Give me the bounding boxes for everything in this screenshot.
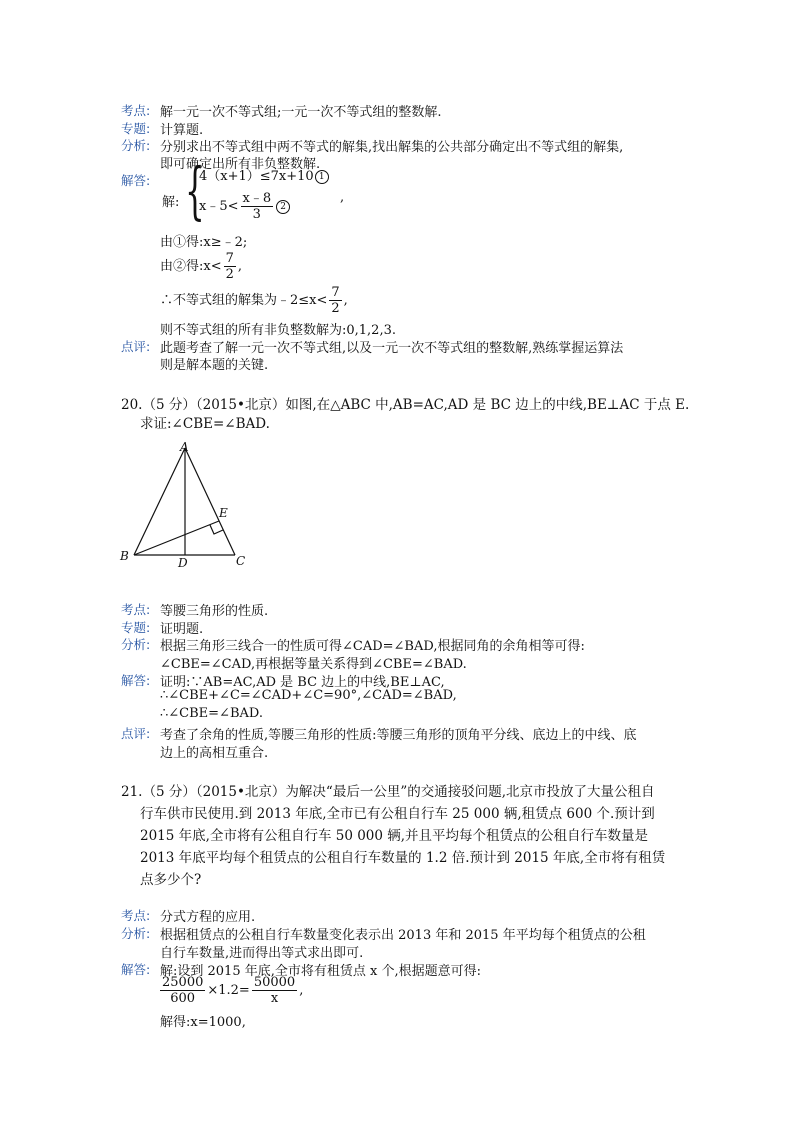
step-3: [160, 285, 348, 316]
jieda-label-20: 解答:: [121, 673, 151, 688]
fenxi-text-21-line1: 根据租赁点的公租自行车数量变化表示出 2013 年和 2015 年平均每个租赁点的公租: [160, 928, 646, 943]
step-3-suffix: ,: [343, 293, 348, 308]
kaodian-text-21: 分式方程的应用.: [160, 910, 256, 925]
dianping-label-20: 点评:: [121, 726, 151, 741]
point-label-e: E: [219, 506, 228, 520]
zhuanti-text-20: 证明题.: [160, 622, 204, 637]
circle-mark-2: 2: [276, 200, 290, 214]
fraction-50000-over-x: [252, 975, 297, 1006]
fraction-x-minus-8-over-3: [241, 191, 274, 222]
vertex-label-c: C: [236, 554, 246, 568]
step-2-suffix: ,: [237, 259, 243, 274]
question-21-stem-line3: 2015 年底,全市将有公租自行车 50 000 辆,并且平均每个租赁点的公租自行车数量是: [140, 828, 649, 844]
fraction-numerator: x﹣8: [242, 191, 272, 206]
step-2-prefix: 由②得:x<: [160, 259, 222, 274]
step-4: 则不等式组的所有非负整数解为:0,1,2,3.: [160, 323, 396, 338]
side-ab: [134, 448, 185, 555]
dianping-text-19-line1: 此题考查了解一元一次不等式组,以及一元一次不等式组的整数解,熟练掌握运算法: [160, 341, 624, 356]
question-20-stem-line1: 20.（5 分）（2015•北京）如图,在△ABC 中,AB=AC,AD 是 BC 边上的中线,BE⊥AC 于点 E.: [121, 397, 690, 413]
fraction-denominator: 2: [331, 301, 340, 316]
fraction-numerator: 7: [225, 251, 234, 266]
triangle-figure: [115, 440, 255, 575]
equation: [158, 975, 303, 1006]
dianping-text-19-line2: 则是解本题的关键.: [160, 358, 269, 373]
inequality-1: [199, 165, 329, 184]
fraction-25000-over-600: [160, 975, 205, 1006]
jieda-text-20-line3: ∴∠CBE=∠BAD.: [160, 706, 263, 721]
kaodian-label-21: 考点:: [121, 908, 151, 923]
question-21-stem-line5: 点多少个?: [140, 872, 202, 888]
question-21-stem-line4: 2013 年底平均每个租赁点的公租自行车数量的 1.2 倍.预计到 2015 年底,全市将有租赁: [140, 850, 666, 866]
kaodian-label-19: 考点:: [121, 103, 151, 118]
dianping-text-20-line1: 考查了余角的性质,等腰三角形的性质:等腰三角形的顶角平分线、底边上的中线、底: [160, 728, 637, 743]
jieda-label-19: 解答:: [121, 173, 151, 188]
fraction-denominator: 3: [252, 207, 261, 222]
fraction-denominator: 600: [170, 991, 196, 1006]
circle-mark-1: 1: [315, 170, 329, 184]
system-comma: ,: [340, 190, 345, 205]
jieda-text-21-line1: 解:设到 2015 年底,全市将有租赁点 x 个,根据题意可得:: [160, 964, 481, 979]
fenxi-label-19: 分析:: [121, 138, 151, 153]
altitude-be: [134, 521, 219, 555]
vertex-label-a: A: [180, 440, 189, 454]
question-21-stem-line1: 21.（5 分）（2015•北京）为解决“最后一公里”的交通接驳问题,北京市投放了大量公租自: [121, 784, 655, 800]
step-2: [160, 251, 242, 282]
zhuanti-label-20: 专题:: [121, 620, 151, 635]
dianping-label-19: 点评:: [121, 339, 151, 354]
kaodian-text-20: 等腰三角形的性质.: [160, 604, 269, 619]
solution-prefix: 解:: [162, 195, 180, 210]
inequality-2-left: x﹣5<: [199, 199, 239, 214]
jieda-label-21: 解答:: [121, 962, 151, 977]
jieda-text-20-line2: ∴∠CBE+∠C=∠CAD+∠C=90°,∠CAD=∠BAD,: [160, 688, 457, 703]
kaodian-text-19: 解一元一次不等式组;一元一次不等式组的整数解.: [160, 105, 442, 120]
equation-middle: ×1.2=: [207, 983, 250, 998]
jieda-text-20-line1: 证明:∵AB=AC,AD 是 BC 边上的中线,BE⊥AC,: [160, 675, 445, 690]
fenxi-text-19-line2: 即可确定出所有非负整数解.: [160, 157, 321, 172]
kaodian-label-20: 考点:: [121, 602, 151, 617]
dianping-text-20-line2: 边上的高相互重合.: [160, 746, 269, 761]
zhuanti-text-19: 计算题.: [160, 123, 204, 138]
fenxi-text-19-line1: 分别求出不等式组中两不等式的解集,找出解集的公共部分确定出不等式组的解集,: [160, 140, 624, 155]
side-ac: [185, 448, 235, 555]
fraction-numerator: 25000: [162, 975, 204, 990]
fraction-numerator: 7: [331, 285, 340, 300]
system-brace: {: [185, 154, 205, 227]
fraction-numerator: 50000: [253, 975, 296, 990]
fenxi-label-20: 分析:: [121, 637, 151, 652]
fenxi-text-21-line2: 自行车数量,进而得出等式求出即可.: [160, 946, 364, 961]
inequality-1-text: 4（x+1）≤7x+10: [199, 169, 314, 184]
fraction-7-over-2-a: [224, 251, 236, 282]
point-label-d: D: [178, 556, 188, 570]
fraction-denominator: x: [270, 991, 279, 1006]
fraction-denominator: 2: [225, 267, 234, 282]
fenxi-text-20-line1: 根据三角形三线合一的性质可得∠CAD=∠BAD,根据同角的余角相等可得:: [160, 639, 585, 654]
fenxi-text-20-line2: ∠CBE=∠CAD,再根据等量关系得到∠CBE=∠BAD.: [160, 657, 467, 672]
step-3-prefix: ∴不等式组的解集为﹣2≤x<: [160, 293, 328, 308]
zhuanti-label-19: 专题:: [121, 121, 151, 136]
jieda-text-21-line2: 解得:x=1000,: [160, 1015, 246, 1030]
fraction-7-over-2-b: [329, 285, 341, 316]
vertex-label-b: B: [120, 549, 129, 563]
inequality-2: [199, 191, 290, 222]
fenxi-label-21: 分析:: [121, 926, 151, 941]
question-20-stem-line2: 求证:∠CBE=∠BAD.: [140, 416, 270, 432]
equation-suffix: ,: [299, 983, 304, 998]
step-1: 由①得:x≥﹣2;: [160, 235, 248, 250]
question-21-stem-line2: 行车供市民使用.到 2013 年底,全市已有公租自行车 25 000 辆,租赁点 600 个.预计到: [140, 806, 655, 822]
